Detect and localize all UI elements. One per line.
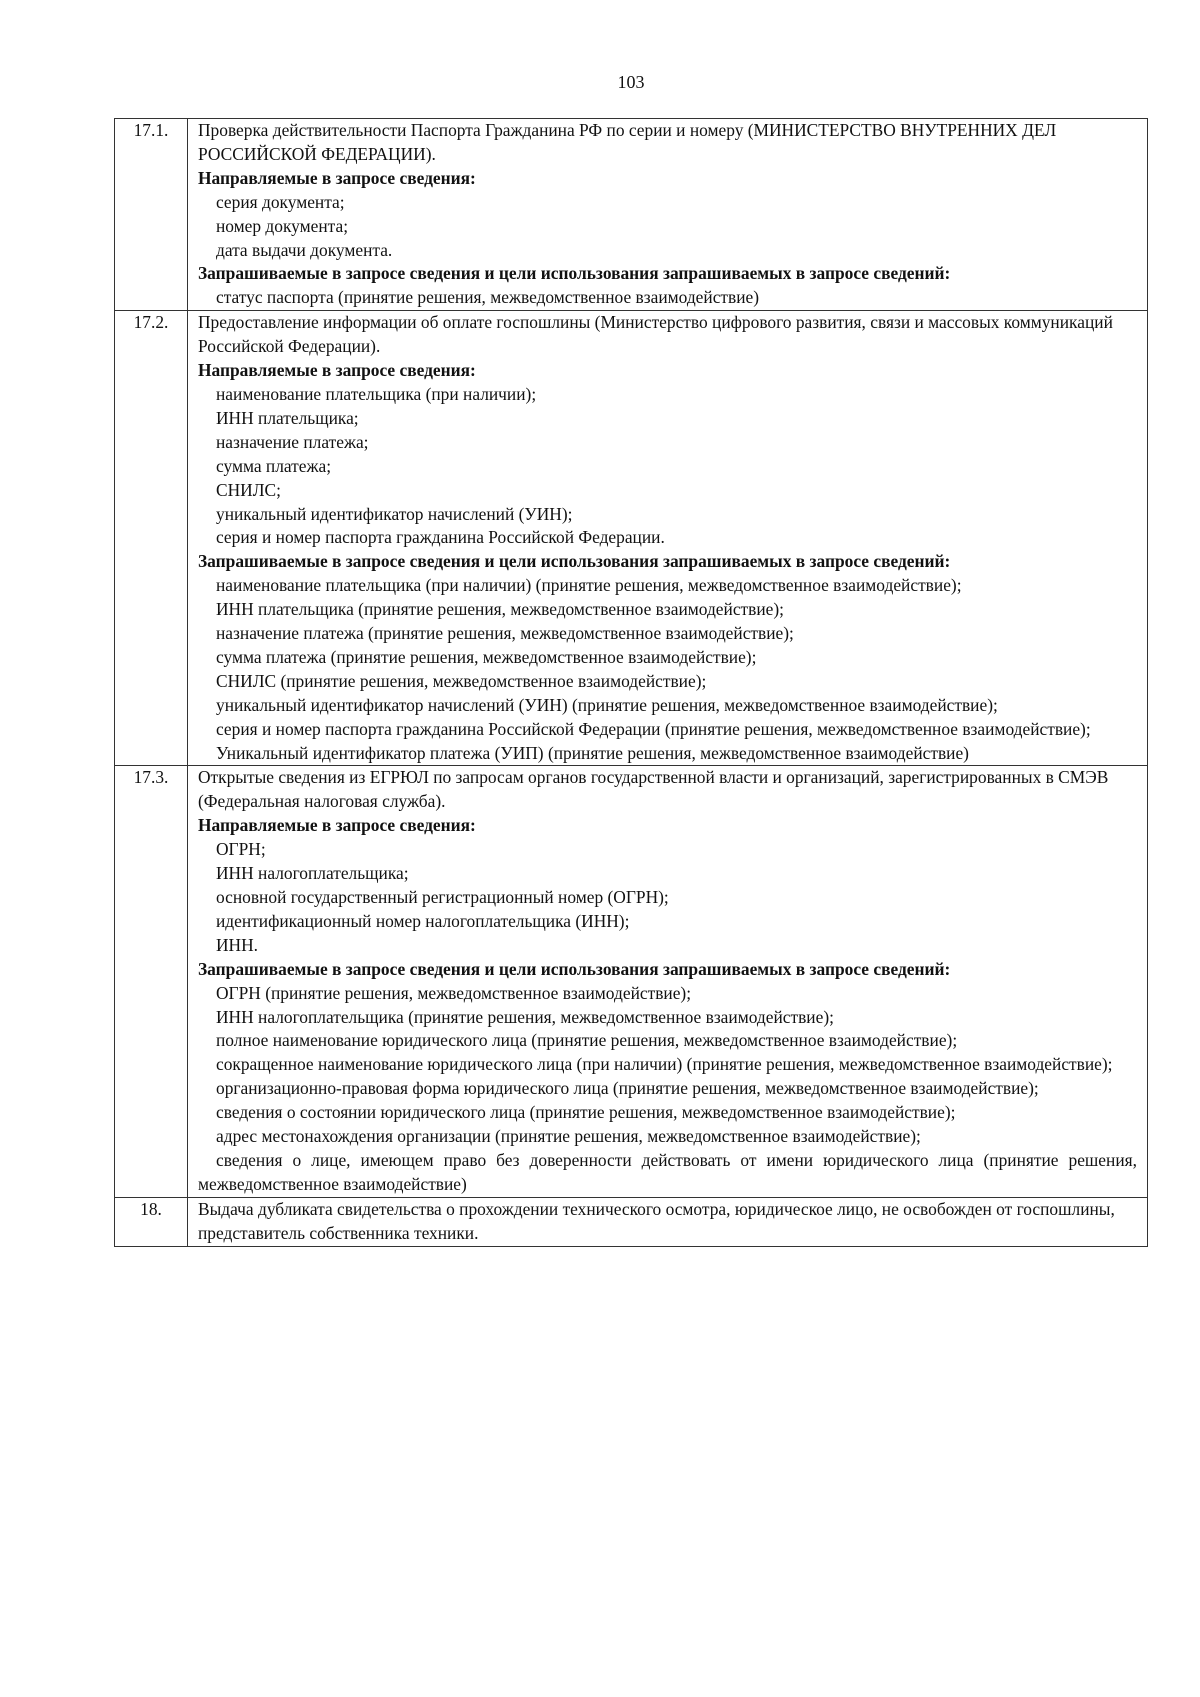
list-item: серия и номер паспорта гражданина Российской Федерации. bbox=[216, 527, 665, 548]
list-item: серия и номер паспорта гражданина Российской Федерации (принятие решения, межведомственное взаимодействие); bbox=[216, 718, 1091, 739]
service-description: Проверка действительности Паспорта Гражданина РФ по серии и номеру (МИНИСТЕРСТВО ВНУТРЕННИХ ДЕЛ РОССИЙСКОЙ ФЕДЕРАЦИИ). bbox=[198, 120, 1057, 164]
row-content bbox=[188, 1197, 1148, 1246]
list-item: СНИЛС; bbox=[216, 479, 281, 500]
list-item: адрес местонахождения организации (принятие решения, межведомственное взаимодействие); bbox=[216, 1126, 921, 1147]
row-content bbox=[188, 766, 1148, 1197]
section-heading: Направляемые в запросе сведения: bbox=[198, 815, 476, 836]
list-item: уникальный идентификатор начислений (УИН); bbox=[216, 503, 573, 524]
service-description: Открытые сведения из ЕГРЮЛ по запросам органов государственной власти и организаций, зарегистрированных в СМЭВ (Федеральная налоговая служба). bbox=[198, 767, 1109, 812]
row-number: 17.2. bbox=[115, 311, 188, 766]
list-item: назначение платежа; bbox=[216, 431, 369, 452]
list-item: сведения о состоянии юридического лица (принятие решения, межведомственное взаимодействие); bbox=[216, 1102, 956, 1123]
list-item: серия документа; bbox=[216, 191, 345, 212]
section-heading: Запрашиваемые в запросе сведения и цели использования запрашиваемых в запросе сведений: bbox=[198, 958, 951, 979]
list-item: назначение платежа (принятие решения, межведомственное взаимодействие); bbox=[216, 623, 794, 644]
table-row bbox=[115, 311, 1148, 766]
section-heading: Запрашиваемые в запросе сведения и цели использования запрашиваемых в запросе сведений: bbox=[198, 263, 951, 284]
list-item: идентификационный номер налогоплательщика (ИНН); bbox=[216, 910, 630, 931]
list-item: наименование плательщика (при наличии) (принятие решения, межведомственное взаимодействие); bbox=[216, 575, 962, 596]
list-item: уникальный идентификатор начислений (УИН) (принятие решения, межведомственное взаимодействие); bbox=[216, 694, 998, 715]
list-item: ИНН плательщика (принятие решения, межведомственное взаимодействие); bbox=[216, 599, 785, 620]
row-content bbox=[188, 119, 1148, 311]
list-item: сокращенное наименование юридического лица (при наличии) (принятие решения, межведомственное взаимодействие); bbox=[216, 1054, 1113, 1075]
list-item: Уникальный идентификатор платежа (УИП) (принятие решения, межведомственное взаимодействие) bbox=[216, 742, 969, 763]
table-row bbox=[115, 766, 1148, 1197]
list-item: сумма платежа (принятие решения, межведомственное взаимодействие); bbox=[216, 646, 757, 667]
service-description: Предоставление информации об оплате госпошлины (Министерство цифрового развития, связи и массовых коммуникаций Российской Федерации). bbox=[198, 312, 1113, 357]
list-item: ИНН налогоплательщика; bbox=[216, 863, 409, 884]
services-table bbox=[114, 118, 1148, 1247]
row-content bbox=[188, 311, 1148, 766]
list-item: ОГРН; bbox=[216, 839, 266, 860]
list-item: ИНН. bbox=[216, 934, 259, 955]
section-heading: Направляемые в запросе сведения: bbox=[198, 167, 476, 188]
list-item: номер документа; bbox=[216, 215, 349, 236]
list-item: сумма платежа; bbox=[216, 455, 332, 476]
list-item: полное наименование юридического лица (принятие решения, межведомственное взаимодействие); bbox=[216, 1030, 958, 1051]
section-heading: Направляемые в запросе сведения: bbox=[198, 360, 476, 381]
row-number: 17.3. bbox=[115, 766, 188, 1197]
page-number: 103 bbox=[617, 72, 645, 92]
list-item: дата выдачи документа. bbox=[216, 239, 393, 260]
list-item: СНИЛС (принятие решения, межведомственное взаимодействие); bbox=[216, 670, 707, 691]
list-item: организационно-правовая форма юридического лица (принятие решения, межведомственное взаимодействие); bbox=[216, 1078, 1039, 1099]
list-item: ОГРН (принятие решения, межведомственное взаимодействие); bbox=[216, 982, 692, 1003]
list-item: статус паспорта (принятие решения, межведомственное взаимодействие) bbox=[216, 287, 760, 308]
list-item: наименование плательщика (при наличии); bbox=[216, 383, 537, 404]
list-item: основной государственный регистрационный номер (ОГРН); bbox=[216, 887, 669, 907]
table-row bbox=[115, 119, 1148, 311]
list-item: сведения о лице, имеющем право без доверенности действовать от имени юридического лица (принятие решения, межведомственное взаимодействие) bbox=[198, 1149, 1137, 1194]
section-heading: Запрашиваемые в запросе сведения и цели использования запрашиваемых в запросе сведений: bbox=[198, 551, 951, 572]
list-item: ИНН плательщика; bbox=[216, 407, 359, 428]
row-number: 18. bbox=[115, 1197, 188, 1246]
row-number: 17.1. bbox=[115, 119, 188, 311]
list-item: ИНН налогоплательщика (принятие решения, межведомственное взаимодействие); bbox=[216, 1006, 834, 1027]
service-description: Выдача дубликата свидетельства о прохождении технического осмотра, юридическое лицо, не освобожден от госпошлины, представитель собственника техники. bbox=[198, 1198, 1115, 1243]
table-row bbox=[115, 1197, 1148, 1246]
table-body bbox=[115, 119, 1148, 1247]
